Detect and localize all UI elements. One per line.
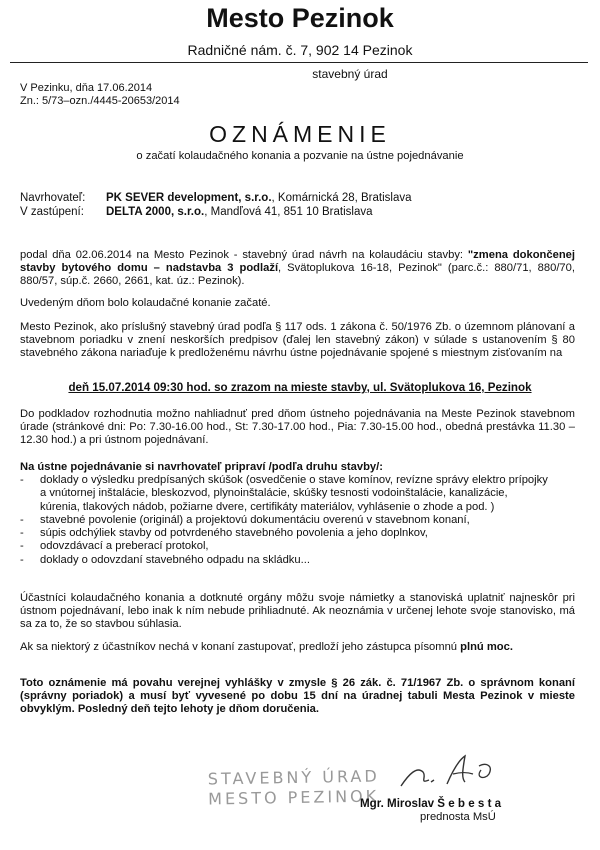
hearing-date: deň 15.07.2014 09:30 hod. so zrazom na mieste stavby, ul. Svätoplukova 16, Pezinok	[68, 381, 532, 394]
construction-name: "zmena dokončenej stavby bytového domu – nadstavba 3 podlaží	[20, 249, 575, 275]
signatory-title: prednosta MsÚ	[420, 811, 496, 823]
place-date: V Pezinku, dňa 17.06.2014	[20, 82, 153, 94]
handwritten-signature	[395, 752, 505, 799]
list-item: - odovzdávací a preberací protokol,	[20, 540, 550, 553]
list-item: - súpis odchýliek stavby od potvrdeného stavebného povolenia a jeho doplnkov,	[20, 527, 550, 540]
paragraph-started: Uvedeným dňom bolo kolaudačné konanie začaté.	[20, 297, 271, 309]
applicant-row	[20, 192, 412, 204]
list-item: - doklady o výsledku predpísaných skúšok (osvedčenie o stave komínov, revízne správy elektro prípojky a vnútornej inštalácie, bleskozvod, plynoinštalácie, skúšky tesnosti vodoinštalácie, kanalizácie, kúrenia, tlakových nádob, požiarne dvere, certifikáty materiálov, vyhlásenie o zhode a pod. )	[20, 474, 550, 514]
applicant-label: Navrhovateľ:	[20, 192, 86, 204]
applicant-name: PK SEVER development, s.r.o.	[106, 192, 272, 204]
representative-name: DELTA 2000, s.r.o.	[106, 206, 205, 218]
representation-text: Ak sa niektorý z účastníkov nechá v konaní zastupovať, predloží jeho zástupca písomnú	[20, 641, 461, 653]
page-title: Mesto Pezinok	[206, 3, 394, 33]
stamp-line-2: MESTO PEZINOK	[208, 786, 380, 809]
reference-number: Zn.: 5/73–ozn./4445-20653/2014	[20, 95, 180, 107]
paragraph-public-notice: Toto oznámenie má povahu verejnej vyhlášky v zmysle § 26 zák. č. 71/1967 Zb. o správnom konaní (správny poriadok) a musí byť vyvesené po dobu 15 dní na úradnej tabuli Mesta Pezinok v mieste obvyklým. Posledný deň tejto lehoty je dňom doručenia.	[20, 677, 575, 716]
requirements-heading: Na ústne pojednávanie si navrhovateľ pripraví /podľa druhu stavby/:	[20, 461, 383, 473]
application-text: podal dňa 02.06.2014 na Mesto Pezinok - stavebný úrad návrh na kolaudáciu stavby:	[20, 249, 468, 261]
paragraph-objections: Účastníci kolaudačného konania a dotknuté orgány môžu svoje námietky a stanoviská uplatniť najneskôr pri ústnom pojednávaní, lebo inak k ním nebude prihliadnuté. Ak neoznámia v určenej lehote svoje stanovisko, má sa za to, že so stavbou súhlasia.	[20, 592, 575, 631]
paragraph-legal-basis: Mesto Pezinok, ako príslušný stavebný úrad podľa § 117 ods. 1 zákona č. 50/1976 Zb. o územnom plánovaní a stavebnom poriadku v znení neskorších predpisov (ďalej len stavebný zákon) v súlade s ustanovením § 80 stavebného zákona nariaďuje k predloženému návrhu ústne pojednávanie spojené s miestnym zisťovaním na	[20, 321, 575, 360]
office-stamp	[208, 767, 381, 810]
header-divider	[10, 62, 588, 63]
stamp-line-1: STAVEBNÝ ÚRAD	[207, 766, 380, 789]
document-subheading: o začatí kolaudačného konania a pozvanie na ústne pojednávanie	[136, 150, 464, 162]
application-parcels: , Svätoplukova 16-18, Pezinok" (parc.č.: 880/71, 880/70, 880/57, súp.č. 2660, 2661, kat. úz.: Pezinok).	[20, 262, 575, 288]
list-item: - stavebné povolenie (originál) a projektovú dokumentáciu overenú v stavebnom konaní,	[20, 514, 550, 527]
list-item: - doklady o odovzdaní stavebného odpadu na skládku...	[20, 554, 550, 567]
department-label: stavebný úrad	[312, 67, 388, 81]
representative-label: V zastúpení:	[20, 206, 84, 218]
document-heading: OZNÁMENIE	[209, 121, 391, 147]
requirements-list	[20, 474, 550, 567]
office-address: Radničné nám. č. 7, 902 14 Pezinok	[187, 42, 413, 58]
representative-row	[20, 206, 373, 218]
paragraph-representation	[20, 641, 575, 654]
representative-address: , Mandľová 41, 851 10 Bratislava	[204, 206, 373, 218]
power-of-attorney: plnú moc.	[460, 641, 513, 653]
signatory-name: Mgr. Miroslav Š e b e s t a	[360, 797, 502, 810]
paragraph-documents-access: Do podkladov rozhodnutia možno nahliadnuť pred dňom ústneho pojednávania na Meste Pezinok stavebnom úrade (stránkové dni: Po: 7.30-16.00 hod., St: 7.30-17.00 hod., Pia: 7.30-15.00 hod., obedná prestávka 11.30 – 12.30 hod.) a pri ústnom pojednávaní.	[20, 408, 575, 447]
paragraph-application	[20, 249, 575, 289]
applicant-address: , Komárnická 28, Bratislava	[271, 192, 412, 204]
